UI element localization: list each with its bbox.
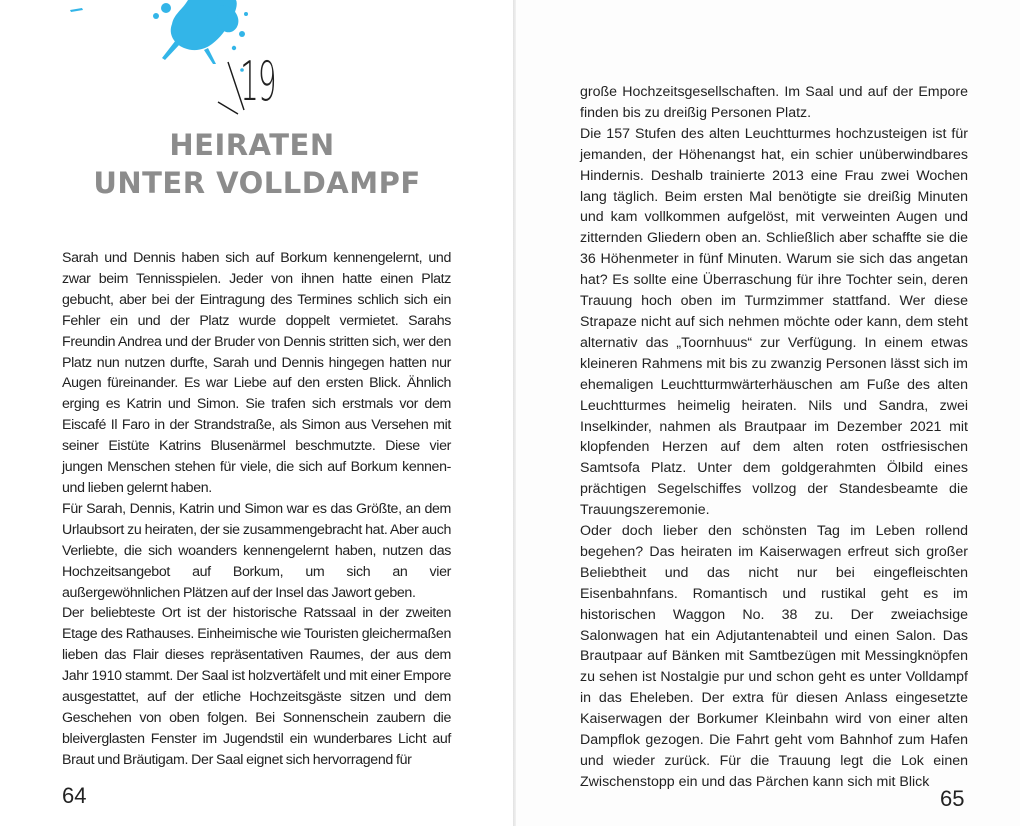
paragraph: große Hochzeitsgesellschaften. Im Saal und auf der Empore finden bis zu dreißig Personen Platz.: [580, 84, 968, 121]
left-page-body: [62, 248, 451, 771]
page-number-left: 64: [62, 783, 87, 808]
page-number-right: 65: [940, 786, 965, 811]
chapter-title-line-1: HEIRATEN: [169, 128, 335, 162]
paragraph: Für Sarah, Dennis, Katrin und Simon war es das Größte, an dem Urlaubsort zu heiraten, der sie zusammengebracht hat. Aber auch Verliebte, die sich woanders kennengelernt haben, nutzen das Hochzeitsangebot auf Borkum, um sich an vier außergewöhnlichen Plätzen auf der Insel das Jawort geben.: [62, 500, 451, 601]
paint-splash-graphic: [70, 0, 260, 120]
splash-blobs: [70, 0, 248, 72]
paragraph: Sarah und Dennis haben sich auf Borkum kennengelernt, und zwar beim Tennisspielen. Jeder von ihnen hatte einen Platz gebucht, aber bei der Eintragung des Termines schlich sich ein Fehler ein und der Platz wurde doppelt vermietet. Sarahs Freundin Andrea und der Bruder von Dennis stritten sich, wer den Platz nun nutzen durfte, Sarah und Dennis hingegen hatten nur Augen füreinander. Es war Liebe auf den ersten Blick. Ähnlich erging es Katrin und Simon. Sie trafen sich erstmals vor dem Eiscafé Il Faro in der Strandstraße, als Simon aus Versehen mit seiner Eistüte Katrins Blusenärmel beschmutzte. Diese vier jungen Menschen stehen für viele, die sich auf Borkum kennen- und lieben gelernt haben.: [62, 250, 451, 496]
chapter-title: [0, 126, 514, 202]
paragraph: Die 157 Stufen des alten Leuchtturmes hochzusteigen ist für jemanden, der Höhenangst hat, ein schier unüberwindbares Hindernis. Deshalb trainierte 2013 eine Frau zwei Wochen lang täglich. Beim ersten Mal benötigte sie dreißig Minuten und kam vollkommen aufgelöst, mit verweinten Augen und zitternden Gliedern oben an. Schließlich aber schaffte sie die 36 Höhenmeter in fünf Minuten. Warum sie sich das angetan hat? Es sollte eine Überraschung für ihre Tochter sein, deren Trauung hoch oben im Turmzimmer stattfand. Wer diese Strapaze nicht auf sich nehmen möchte oder kann, dem steht alternativ das „Toornhuus“ zur Verfügung. In einem etwas kleineren Rahmens mit bis zu zwanzig Personen lässt sich im ehemaligen Leuchtturmwärterhäuschen am Fuße des alten Leuchtturmes heimelig heiraten. Nils und Sandra, zwei Inselkinder, nahmen als Brautpaar im Dezember 2021 mit klopfenden Herzen auf dem alten roten ostfriesischen Samtsofa Platz. Unter dem goldgerahmten Ölbild eines prächtigen Segelschiffes vollzog der Standesbeamte die Trauungszeremonie.: [580, 125, 968, 519]
chapter-number: 19: [240, 50, 276, 113]
chapter-title-line-2: UNTER VOLLDAMPF: [93, 166, 421, 200]
paragraph: Oder doch lieber den schönsten Tag im Leben rollend begehen? Das heiraten im Kaiserwagen erfreut sich großer Beliebtheit und das nicht nur bei eingefleischten Eisenbahnfans. Romantisch und rustikal geht es im historischen Waggon No. 38 zu. Der zweiachsige Salonwagen hat ein Adjutantenabteil und einen Salon. Das Brautpaar auf Bänken mit Samtbezügen mit Messingknöpfen zu sehen ist Nostalgie pur und schon geht es unter Volldampf in das Eheleben. Der extra für diesen Anlass eingesetzte Kaiserwagen der Borkumer Kleinbahn wird von einer alten Dampflok gezogen. Die Fahrt geht vom Bahnhof zum Hafen und wieder zurück. Für die Trauung legt die Lok einen Zwischenstopp ein und das Pärchen kann sich mit Blick: [580, 523, 968, 790]
paragraph: Der beliebteste Ort ist der historische Ratssaal in der zweiten Etage des Rathauses. Einheimische wie Touristen gleichermaßen lieben das Flair dieses repräsentativen Raumes, der aus dem Jahr 1910 stammt. Der Saal ist holzvertäfelt und mit einer Empore ausgestattet, auf der etliche Hochzeitsgäste sitzen und dem Geschehen von oben folgen. Bei Sonnenschein zaubern die bleiverglasten Fenster im Jugendstil ein wunderbares Licht auf Braut und Bräutigam. Der Saal eignet sich hervorragend für: [62, 605, 451, 768]
right-page-body: [580, 82, 968, 793]
